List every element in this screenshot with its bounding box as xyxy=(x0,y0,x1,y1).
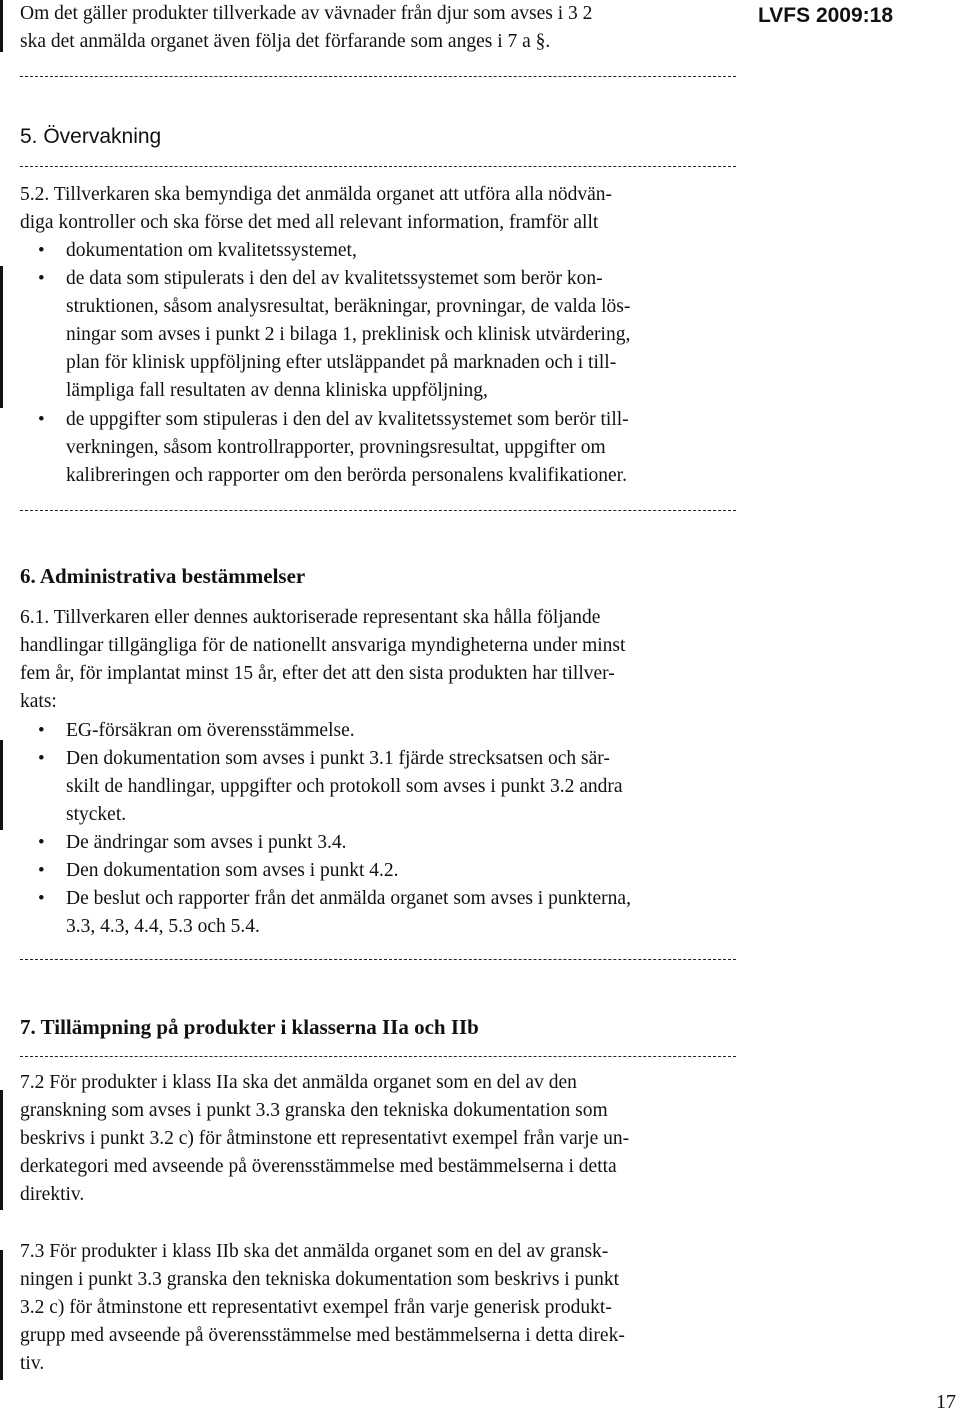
change-bar xyxy=(0,0,3,52)
bullet-icon: • xyxy=(38,748,45,769)
bullet-icon: • xyxy=(38,409,45,430)
paragraph-line: diga kontroller och ska förse det med all relevant information, framför allt xyxy=(20,212,599,233)
bullet-icon: • xyxy=(38,832,45,853)
section-heading: 5. Övervakning xyxy=(20,125,162,148)
list-item-line: EG-försäkran om överensstämmelse. xyxy=(66,720,355,741)
paragraph-line: tiv. xyxy=(20,1353,45,1374)
paragraph-line: kats: xyxy=(20,691,57,712)
document-code: LVFS 2009:18 xyxy=(758,4,894,27)
bullet-icon: • xyxy=(38,268,45,289)
list-item-line: verkningen, såsom kontrollrapporter, provningsresultat, uppgifter om xyxy=(66,437,606,458)
paragraph-line: direktiv. xyxy=(20,1184,85,1205)
list-item-line: dokumentation om kvalitetssystemet, xyxy=(66,240,357,261)
paragraph-line: handlingar tillgängliga för de nationellt ansvariga myndigheterna under minst xyxy=(20,635,626,656)
list-item-line: de uppgifter som stipuleras i den del av kvalitetssystemet som berör till- xyxy=(66,409,629,430)
list-item-line: De beslut och rapporter från det anmälda organet som avses i punkterna, xyxy=(66,888,631,909)
change-bar xyxy=(0,266,3,408)
list-item-line: lämpliga fall resultaten av denna kliniska uppföljning, xyxy=(66,380,488,401)
paragraph-line: 7.2 För produkter i klass IIa ska det anmälda organet som en del av den xyxy=(20,1072,577,1093)
paragraph-line: grupp med avseende på överensstämmelse med bestämmelserna i detta direk- xyxy=(20,1325,625,1346)
intro-line: ska det anmälda organet även följa det förfarande som anges i 7 a §. xyxy=(20,31,551,52)
bullet-icon: • xyxy=(38,720,45,741)
intro-line: Om det gäller produkter tillverkade av vävnader från djur som avses i 3 2 xyxy=(20,3,593,24)
separator xyxy=(20,166,736,167)
list-item-line: Den dokumentation som avses i punkt 3.1 fjärde strecksatsen och sär- xyxy=(66,748,610,769)
paragraph-line: 5.2. Tillverkaren ska bemyndiga det anmälda organet att utföra alla nödvän- xyxy=(20,184,613,205)
paragraph-line: beskrivs i punkt 3.2 c) för åtminstone ett representativt exempel från varje un- xyxy=(20,1128,630,1149)
separator xyxy=(20,76,736,77)
list-item-line: struktionen, såsom analysresultat, beräkningar, provningar, de valda lös- xyxy=(66,296,631,317)
bullet-icon: • xyxy=(38,860,45,881)
paragraph-line: granskning som avses i punkt 3.3 granska den tekniska dokumentation som xyxy=(20,1100,608,1121)
separator xyxy=(20,959,736,960)
paragraph-line: 7.3 För produkter i klass IIb ska det anmälda organet som en del av gransk- xyxy=(20,1241,609,1262)
section-heading: 6. Administrativa bestämmelser xyxy=(20,564,306,588)
paragraph-line: 3.2 c) för åtminstone ett representativt exempel från varje generisk produkt- xyxy=(20,1297,612,1318)
separator xyxy=(20,1056,736,1057)
list-item-line: plan för klinisk uppföljning efter utsläppandet på marknaden och i till- xyxy=(66,352,617,373)
list-item-line: kalibreringen och rapporter om den berörda personalens kvalifikationer. xyxy=(66,465,627,486)
list-item-line: stycket. xyxy=(66,804,127,825)
paragraph-line: fem år, för implantat minst 15 år, efter det att den sista produkten har tillver- xyxy=(20,663,615,684)
section-heading: 7. Tillämpning på produkter i klasserna IIa och IIb xyxy=(20,1015,479,1039)
list-item-line: skilt de handlingar, uppgifter och protokoll som avses i punkt 3.2 andra xyxy=(66,776,623,797)
list-item-line: ningar som avses i punkt 2 i bilaga 1, preklinisk och klinisk utvärdering, xyxy=(66,324,631,345)
list-item-line: Den dokumentation som avses i punkt 4.2. xyxy=(66,860,399,881)
page-number: 17 xyxy=(936,1391,956,1413)
list-item-line: De ändringar som avses i punkt 3.4. xyxy=(66,832,347,853)
bullet-icon: • xyxy=(38,240,45,261)
bullet-icon: • xyxy=(38,888,45,909)
change-bar xyxy=(0,1090,3,1210)
change-bar xyxy=(0,1250,3,1380)
change-bar xyxy=(0,740,3,830)
list-item-line: 3.3, 4.3, 4.4, 5.3 och 5.4. xyxy=(66,916,260,937)
separator xyxy=(20,510,736,511)
paragraph-line: 6.1. Tillverkaren eller dennes auktoriserade representant ska hålla följande xyxy=(20,607,601,628)
paragraph-line: ningen i punkt 3.3 granska den tekniska dokumentation som beskrivs i punkt xyxy=(20,1269,620,1290)
paragraph-line: derkategori med avseende på överensstämmelse med bestämmelserna i detta xyxy=(20,1156,617,1177)
list-item-line: de data som stipulerats i den del av kvalitetssystemet som berör kon- xyxy=(66,268,603,289)
